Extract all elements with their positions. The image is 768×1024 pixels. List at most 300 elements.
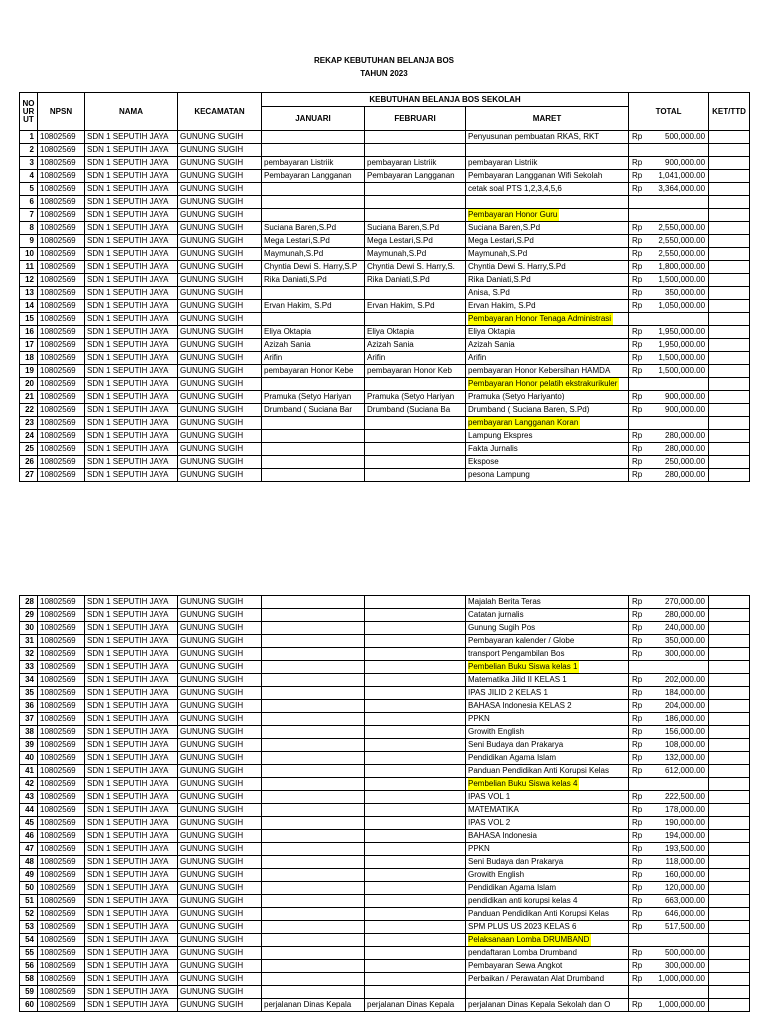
februari-cell: Rika Daniati,S.Pd (365, 274, 466, 287)
maret-cell: Panduan Pendidikan Anti Korupsi Kelas (466, 908, 629, 921)
maret-cell: Pendidikan Agama Islam (466, 882, 629, 895)
ket-cell (709, 778, 750, 791)
npsn-cell: 10802569 (38, 443, 85, 456)
kecamatan-cell: GUNUNG SUGIH (178, 648, 262, 661)
kecamatan-cell: GUNUNG SUGIH (178, 687, 262, 700)
maret-cell: BAHASA Indonesia (466, 830, 629, 843)
maret-cell (466, 986, 629, 999)
februari-cell (365, 960, 466, 973)
npsn-cell: 10802569 (38, 947, 85, 960)
row-number: 22 (20, 404, 38, 417)
januari-cell (262, 843, 365, 856)
npsn-cell: 10802569 (38, 170, 85, 183)
total-cell: 900,000.00 (644, 157, 709, 170)
table-row (20, 830, 750, 843)
currency-cell: Rp (629, 170, 644, 183)
kecamatan-cell: GUNUNG SUGIH (178, 274, 262, 287)
table-row (20, 882, 750, 895)
kecamatan-cell: GUNUNG SUGIH (178, 456, 262, 469)
ket-cell (709, 326, 750, 339)
nama-cell: SDN 1 SEPUTIH JAYA (85, 687, 178, 700)
januari-cell (262, 209, 365, 222)
total-cell: 184,000.00 (644, 687, 709, 700)
kecamatan-cell: GUNUNG SUGIH (178, 739, 262, 752)
highlighted-section-label: Pembayaran Honor Tenaga Administrasi (468, 314, 612, 323)
row-number: 13 (20, 287, 38, 300)
row-number: 2 (20, 144, 38, 157)
nama-cell: SDN 1 SEPUTIH JAYA (85, 131, 178, 144)
januari-cell (262, 908, 365, 921)
maret-cell: MATEMATIKA (466, 804, 629, 817)
table-row (20, 209, 750, 222)
table-row (20, 300, 750, 313)
februari-cell (365, 648, 466, 661)
nama-cell: SDN 1 SEPUTIH JAYA (85, 882, 178, 895)
row-number: 33 (20, 661, 38, 674)
currency-cell: Rp (629, 752, 644, 765)
row-number: 27 (20, 469, 38, 482)
nama-cell: SDN 1 SEPUTIH JAYA (85, 183, 178, 196)
nama-cell: SDN 1 SEPUTIH JAYA (85, 869, 178, 882)
currency-cell: Rp (629, 430, 644, 443)
februari-cell (365, 869, 466, 882)
row-number: 43 (20, 791, 38, 804)
table-row (20, 235, 750, 248)
total-cell: 1,500,000.00 (644, 352, 709, 365)
maret-cell (466, 417, 629, 430)
januari-cell: pembayaran Honor Kebe (262, 365, 365, 378)
npsn-cell: 10802569 (38, 391, 85, 404)
npsn-cell: 10802569 (38, 131, 85, 144)
npsn-cell: 10802569 (38, 843, 85, 856)
maret-cell: Maymunah,S.Pd (466, 248, 629, 261)
februari-cell (365, 430, 466, 443)
januari-cell (262, 287, 365, 300)
ket-cell (709, 661, 750, 674)
nama-cell: SDN 1 SEPUTIH JAYA (85, 999, 178, 1012)
npsn-cell: 10802569 (38, 404, 85, 417)
ket-cell (709, 973, 750, 986)
maret-cell: perjalanan Dinas Kepala Sekolah dan O (466, 999, 629, 1012)
currency-cell: Rp (629, 609, 644, 622)
npsn-cell: 10802569 (38, 274, 85, 287)
kecamatan-cell: GUNUNG SUGIH (178, 417, 262, 430)
npsn-cell: 10802569 (38, 726, 85, 739)
currency-cell: Rp (629, 157, 644, 170)
total-cell: 663,000.00 (644, 895, 709, 908)
maret-cell: pesona Lampung (466, 469, 629, 482)
table-row (20, 947, 750, 960)
nama-cell: SDN 1 SEPUTIH JAYA (85, 713, 178, 726)
ket-cell (709, 713, 750, 726)
januari-cell: Pramuka (Setyo Hariyan (262, 391, 365, 404)
ket-cell (709, 752, 750, 765)
nama-cell: SDN 1 SEPUTIH JAYA (85, 817, 178, 830)
maret-cell: Growith English (466, 726, 629, 739)
januari-cell (262, 131, 365, 144)
februari-cell (365, 131, 466, 144)
table-row (20, 843, 750, 856)
februari-cell (365, 934, 466, 947)
npsn-cell: 10802569 (38, 430, 85, 443)
maret-cell: PPKN (466, 843, 629, 856)
februari-cell: perjalanan Dinas Kepala (365, 999, 466, 1012)
februari-cell (365, 622, 466, 635)
maret-cell: Gunung Sugih Pos (466, 622, 629, 635)
januari-cell: Azizah Sania (262, 339, 365, 352)
total-cell: 194,000.00 (644, 830, 709, 843)
februari-cell: pembayaran Honor Keb (365, 365, 466, 378)
npsn-cell: 10802569 (38, 635, 85, 648)
total-cell: 350,000.00 (644, 287, 709, 300)
maret-cell: Pembayaran Langganan Wifi Sekolah (466, 170, 629, 183)
ket-cell (709, 274, 750, 287)
maret-cell: Majalah Berita Teras (466, 596, 629, 609)
table-row (20, 895, 750, 908)
currency-cell (629, 313, 644, 326)
total-cell (644, 144, 709, 157)
total-cell: 1,500,000.00 (644, 365, 709, 378)
nama-cell: SDN 1 SEPUTIH JAYA (85, 300, 178, 313)
total-cell: 240,000.00 (644, 622, 709, 635)
row-number: 17 (20, 339, 38, 352)
februari-cell (365, 752, 466, 765)
header-januari: JANUARI (262, 107, 365, 131)
januari-cell: pembayaran Listriik (262, 157, 365, 170)
februari-cell (365, 456, 466, 469)
total-cell: 1,950,000.00 (644, 339, 709, 352)
januari-cell (262, 921, 365, 934)
kecamatan-cell: GUNUNG SUGIH (178, 144, 262, 157)
row-number: 5 (20, 183, 38, 196)
maret-cell: Pembayaran kalender / Globe (466, 635, 629, 648)
total-cell: 270,000.00 (644, 596, 709, 609)
npsn-cell: 10802569 (38, 183, 85, 196)
februari-cell (365, 443, 466, 456)
kecamatan-cell: GUNUNG SUGIH (178, 170, 262, 183)
npsn-cell: 10802569 (38, 921, 85, 934)
currency-cell: Rp (629, 261, 644, 274)
total-cell (644, 209, 709, 222)
februari-cell: Pramuka (Setyo Hariyan (365, 391, 466, 404)
januari-cell (262, 752, 365, 765)
nama-cell: SDN 1 SEPUTIH JAYA (85, 326, 178, 339)
kecamatan-cell: GUNUNG SUGIH (178, 830, 262, 843)
row-number: 48 (20, 856, 38, 869)
kecamatan-cell: GUNUNG SUGIH (178, 391, 262, 404)
januari-cell (262, 635, 365, 648)
total-cell: 2,550,000.00 (644, 222, 709, 235)
currency-cell (629, 196, 644, 209)
nama-cell: SDN 1 SEPUTIH JAYA (85, 609, 178, 622)
total-cell: 2,550,000.00 (644, 235, 709, 248)
npsn-cell: 10802569 (38, 261, 85, 274)
kecamatan-cell: GUNUNG SUGIH (178, 986, 262, 999)
kecamatan-cell: GUNUNG SUGIH (178, 791, 262, 804)
row-number: 14 (20, 300, 38, 313)
nama-cell: SDN 1 SEPUTIH JAYA (85, 417, 178, 430)
februari-cell (365, 882, 466, 895)
januari-cell (262, 622, 365, 635)
row-number: 46 (20, 830, 38, 843)
nama-cell: SDN 1 SEPUTIH JAYA (85, 843, 178, 856)
maret-cell: Matematika Jilid II KELAS 1 (466, 674, 629, 687)
nama-cell: SDN 1 SEPUTIH JAYA (85, 921, 178, 934)
currency-cell (629, 778, 644, 791)
table-row (20, 157, 750, 170)
npsn-cell: 10802569 (38, 157, 85, 170)
maret-cell: Lampung Ekspres (466, 430, 629, 443)
nama-cell: SDN 1 SEPUTIH JAYA (85, 287, 178, 300)
ket-cell (709, 443, 750, 456)
total-cell: 900,000.00 (644, 391, 709, 404)
currency-cell: Rp (629, 131, 644, 144)
total-cell: 250,000.00 (644, 456, 709, 469)
nama-cell: SDN 1 SEPUTIH JAYA (85, 791, 178, 804)
ket-cell (709, 430, 750, 443)
npsn-cell: 10802569 (38, 596, 85, 609)
total-cell: 1,041,000.00 (644, 170, 709, 183)
row-number: 29 (20, 609, 38, 622)
nama-cell: SDN 1 SEPUTIH JAYA (85, 274, 178, 287)
total-cell: 160,000.00 (644, 869, 709, 882)
currency-cell: Rp (629, 456, 644, 469)
februari-cell (365, 856, 466, 869)
ket-cell (709, 635, 750, 648)
ket-cell (709, 339, 750, 352)
januari-cell: Maymunah,S.Pd (262, 248, 365, 261)
budget-table-part-1 (19, 92, 750, 482)
npsn-cell: 10802569 (38, 713, 85, 726)
januari-cell (262, 947, 365, 960)
row-number: 32 (20, 648, 38, 661)
npsn-cell: 10802569 (38, 778, 85, 791)
januari-cell: Arifin (262, 352, 365, 365)
currency-cell: Rp (629, 921, 644, 934)
nama-cell: SDN 1 SEPUTIH JAYA (85, 726, 178, 739)
total-cell: 1,000,000.00 (644, 999, 709, 1012)
kecamatan-cell: GUNUNG SUGIH (178, 895, 262, 908)
ket-cell (709, 365, 750, 378)
row-number: 44 (20, 804, 38, 817)
total-cell (644, 378, 709, 391)
row-number: 53 (20, 921, 38, 934)
februari-cell (365, 674, 466, 687)
table-row (20, 778, 750, 791)
nama-cell: SDN 1 SEPUTIH JAYA (85, 973, 178, 986)
januari-cell (262, 378, 365, 391)
maret-cell (466, 313, 629, 326)
table-row (20, 313, 750, 326)
februari-cell (365, 313, 466, 326)
npsn-cell: 10802569 (38, 248, 85, 261)
total-cell: 132,000.00 (644, 752, 709, 765)
table-row (20, 378, 750, 391)
npsn-cell: 10802569 (38, 791, 85, 804)
januari-cell (262, 674, 365, 687)
npsn-cell: 10802569 (38, 235, 85, 248)
februari-cell (365, 687, 466, 700)
npsn-cell: 10802569 (38, 417, 85, 430)
row-number: 3 (20, 157, 38, 170)
row-number: 24 (20, 430, 38, 443)
ket-cell (709, 222, 750, 235)
maret-cell: IPAS VOL 2 (466, 817, 629, 830)
kecamatan-cell: GUNUNG SUGIH (178, 609, 262, 622)
npsn-cell: 10802569 (38, 882, 85, 895)
npsn-cell: 10802569 (38, 908, 85, 921)
ket-cell (709, 300, 750, 313)
kecamatan-cell: GUNUNG SUGIH (178, 700, 262, 713)
nama-cell: SDN 1 SEPUTIH JAYA (85, 856, 178, 869)
npsn-cell: 10802569 (38, 752, 85, 765)
maret-cell: Drumband ( Suciana Baren, S.Pd) (466, 404, 629, 417)
total-cell (644, 417, 709, 430)
table-row (20, 817, 750, 830)
currency-cell (629, 661, 644, 674)
februari-cell: pembayaran Listriik (365, 157, 466, 170)
kecamatan-cell: GUNUNG SUGIH (178, 778, 262, 791)
table-row (20, 726, 750, 739)
ket-cell (709, 648, 750, 661)
ket-cell (709, 830, 750, 843)
februari-cell (365, 830, 466, 843)
ket-cell (709, 869, 750, 882)
row-number: 49 (20, 869, 38, 882)
npsn-cell: 10802569 (38, 765, 85, 778)
maret-cell: Penyusunan pembuatan RKAS, RKT (466, 131, 629, 144)
januari-cell: Suciana Baren,S.Pd (262, 222, 365, 235)
nama-cell: SDN 1 SEPUTIH JAYA (85, 960, 178, 973)
ket-cell (709, 817, 750, 830)
currency-cell: Rp (629, 339, 644, 352)
table-row (20, 183, 750, 196)
januari-cell (262, 469, 365, 482)
currency-cell: Rp (629, 222, 644, 235)
januari-cell (262, 609, 365, 622)
nama-cell: SDN 1 SEPUTIH JAYA (85, 947, 178, 960)
ket-cell (709, 596, 750, 609)
januari-cell: Chyntia Dewi S. Harry,S.P (262, 261, 365, 274)
total-cell: 2,550,000.00 (644, 248, 709, 261)
currency-cell (629, 378, 644, 391)
table-row (20, 960, 750, 973)
npsn-cell: 10802569 (38, 209, 85, 222)
table-row (20, 443, 750, 456)
februari-cell (365, 700, 466, 713)
table-row (20, 999, 750, 1012)
ket-cell (709, 687, 750, 700)
maret-cell: Growith English (466, 869, 629, 882)
maret-cell: Anisa, S.Pd (466, 287, 629, 300)
row-number: 55 (20, 947, 38, 960)
kecamatan-cell: GUNUNG SUGIH (178, 661, 262, 674)
currency-cell: Rp (629, 235, 644, 248)
npsn-cell: 10802569 (38, 339, 85, 352)
kecamatan-cell: GUNUNG SUGIH (178, 752, 262, 765)
npsn-cell: 10802569 (38, 804, 85, 817)
kecamatan-cell: GUNUNG SUGIH (178, 713, 262, 726)
row-number: 1 (20, 131, 38, 144)
highlighted-section-label: Pelaksanaan Lomba DRUMBAND (468, 935, 590, 944)
currency-cell: Rp (629, 443, 644, 456)
total-cell: 1,500,000.00 (644, 274, 709, 287)
total-cell: 118,000.00 (644, 856, 709, 869)
januari-cell: Rika Daniati,S.Pd (262, 274, 365, 287)
maret-cell: Fakta Jurnalis (466, 443, 629, 456)
kecamatan-cell: GUNUNG SUGIH (178, 443, 262, 456)
nama-cell: SDN 1 SEPUTIH JAYA (85, 365, 178, 378)
row-number: 50 (20, 882, 38, 895)
maret-cell: Chyntia Dewi S. Harry,S.Pd (466, 261, 629, 274)
maret-cell (466, 196, 629, 209)
maret-cell: pendidikan anti korupsi kelas 4 (466, 895, 629, 908)
februari-cell: Azizah Sania (365, 339, 466, 352)
maret-cell (466, 209, 629, 222)
header-maret: MARET (466, 107, 629, 131)
maret-cell: Ekspose (466, 456, 629, 469)
row-number: 25 (20, 443, 38, 456)
januari-cell (262, 765, 365, 778)
nama-cell: SDN 1 SEPUTIH JAYA (85, 196, 178, 209)
nama-cell: SDN 1 SEPUTIH JAYA (85, 765, 178, 778)
maret-cell: BAHASA Indonesia KELAS 2 (466, 700, 629, 713)
total-cell: 186,000.00 (644, 713, 709, 726)
januari-cell (262, 417, 365, 430)
kecamatan-cell: GUNUNG SUGIH (178, 622, 262, 635)
maret-cell: Seni Budaya dan Prakarya (466, 856, 629, 869)
nama-cell: SDN 1 SEPUTIH JAYA (85, 622, 178, 635)
row-number: 37 (20, 713, 38, 726)
highlighted-section-label: Pembayaran Honor pelatih ekstrakurikuler (468, 379, 618, 388)
currency-cell: Rp (629, 882, 644, 895)
header-npsn: NPSN (38, 93, 85, 131)
total-cell: 156,000.00 (644, 726, 709, 739)
row-number: 18 (20, 352, 38, 365)
nama-cell: SDN 1 SEPUTIH JAYA (85, 235, 178, 248)
ket-cell (709, 391, 750, 404)
januari-cell (262, 713, 365, 726)
februari-cell (365, 378, 466, 391)
kecamatan-cell: GUNUNG SUGIH (178, 326, 262, 339)
ket-cell (709, 313, 750, 326)
kecamatan-cell: GUNUNG SUGIH (178, 365, 262, 378)
currency-cell (629, 209, 644, 222)
currency-cell: Rp (629, 248, 644, 261)
ket-cell (709, 882, 750, 895)
row-number: 51 (20, 895, 38, 908)
januari-cell (262, 196, 365, 209)
februari-cell (365, 817, 466, 830)
currency-cell: Rp (629, 973, 644, 986)
total-cell: 280,000.00 (644, 609, 709, 622)
npsn-cell: 10802569 (38, 469, 85, 482)
table-row (20, 765, 750, 778)
row-number: 16 (20, 326, 38, 339)
februari-cell (365, 661, 466, 674)
document-subtitle: TAHUN 2023 (360, 69, 408, 78)
nama-cell: SDN 1 SEPUTIH JAYA (85, 469, 178, 482)
nama-cell: SDN 1 SEPUTIH JAYA (85, 261, 178, 274)
currency-cell: Rp (629, 791, 644, 804)
row-number: 42 (20, 778, 38, 791)
row-number: 15 (20, 313, 38, 326)
header-februari: FEBRUARI (365, 107, 466, 131)
maret-cell: IPAS JILID 2 KELAS 1 (466, 687, 629, 700)
kecamatan-cell: GUNUNG SUGIH (178, 339, 262, 352)
kecamatan-cell: GUNUNG SUGIH (178, 843, 262, 856)
ket-cell (709, 157, 750, 170)
